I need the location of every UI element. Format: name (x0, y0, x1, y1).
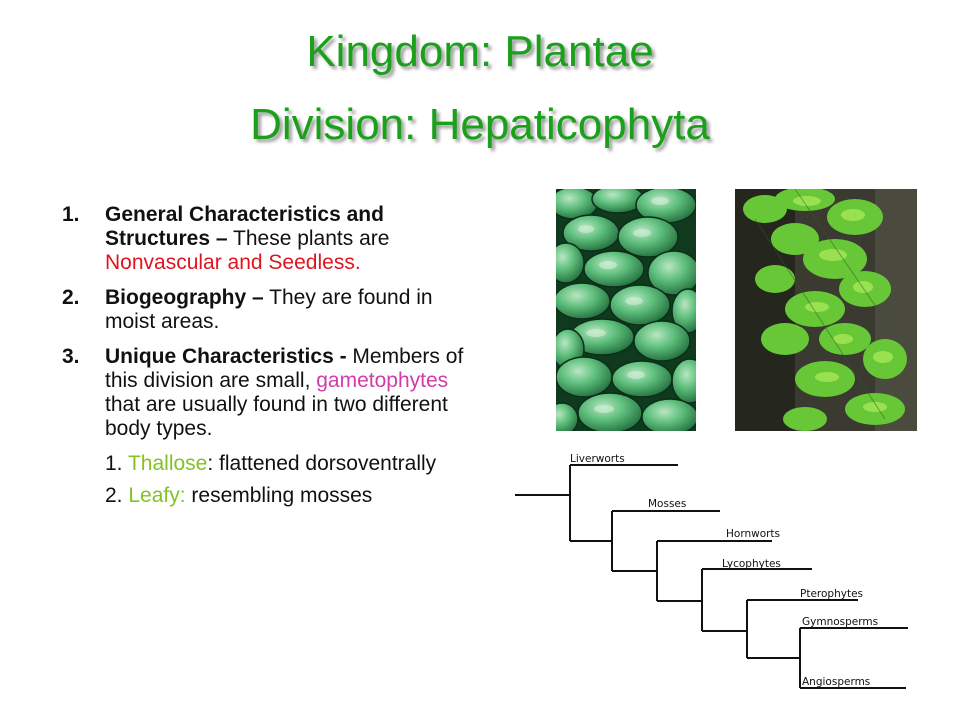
subitem-prefix: 2. (105, 484, 129, 507)
item-highlight: Nonvascular and Seedless. (105, 251, 361, 274)
cladogram-branches (515, 465, 908, 688)
subitem-term: Leafy: (128, 484, 186, 507)
list-item-unique (62, 345, 472, 441)
list-number: 3. (62, 345, 80, 368)
item-highlight: gametophytes (316, 369, 449, 392)
characteristics-list (62, 203, 472, 508)
taxon-gymnosperms: Gymnosperms (802, 616, 879, 628)
taxon-liverworts: Liverworts (570, 453, 625, 465)
subitem-thallose (62, 452, 472, 476)
subitem-prefix: 1. (105, 452, 128, 475)
item-text: They are found in moist areas. (105, 286, 433, 333)
item-text: Members of this division are small, (105, 345, 464, 392)
item-heading: General Characteristics and Structures – (105, 203, 384, 250)
taxon-lycophytes: Lycophytes (722, 558, 781, 570)
leafy-liverwort-photo (735, 189, 917, 431)
subitem-text: : flattened dorsoventrally (207, 452, 437, 475)
list-item-general (62, 203, 472, 275)
taxon-hornworts: Hornworts (726, 528, 781, 540)
taxon-angiosperms: Angiosperms (802, 676, 871, 688)
item-text-after: that are usually found in two different body types. (105, 393, 448, 440)
subitem-text: resembling mosses (185, 484, 373, 507)
list-item-biogeography (62, 286, 472, 334)
thallose-liverwort-photo (556, 189, 696, 431)
subitem-leafy (62, 484, 472, 508)
slide-title-line2: Division: Hepaticophyta (250, 100, 710, 149)
taxon-mosses: Mosses (648, 498, 687, 510)
list-number: 1. (62, 203, 80, 226)
subitem-term: Thallose (127, 452, 208, 475)
item-heading: Biogeography – (105, 286, 264, 309)
item-text: These plants are (227, 227, 390, 250)
item-heading: Unique Characteristics - (105, 345, 347, 368)
plant-cladogram (510, 445, 915, 695)
slide-title-line1: Kingdom: Plantae (306, 27, 654, 76)
list-number: 2. (62, 286, 80, 309)
taxon-pterophytes: Pterophytes (800, 588, 863, 600)
